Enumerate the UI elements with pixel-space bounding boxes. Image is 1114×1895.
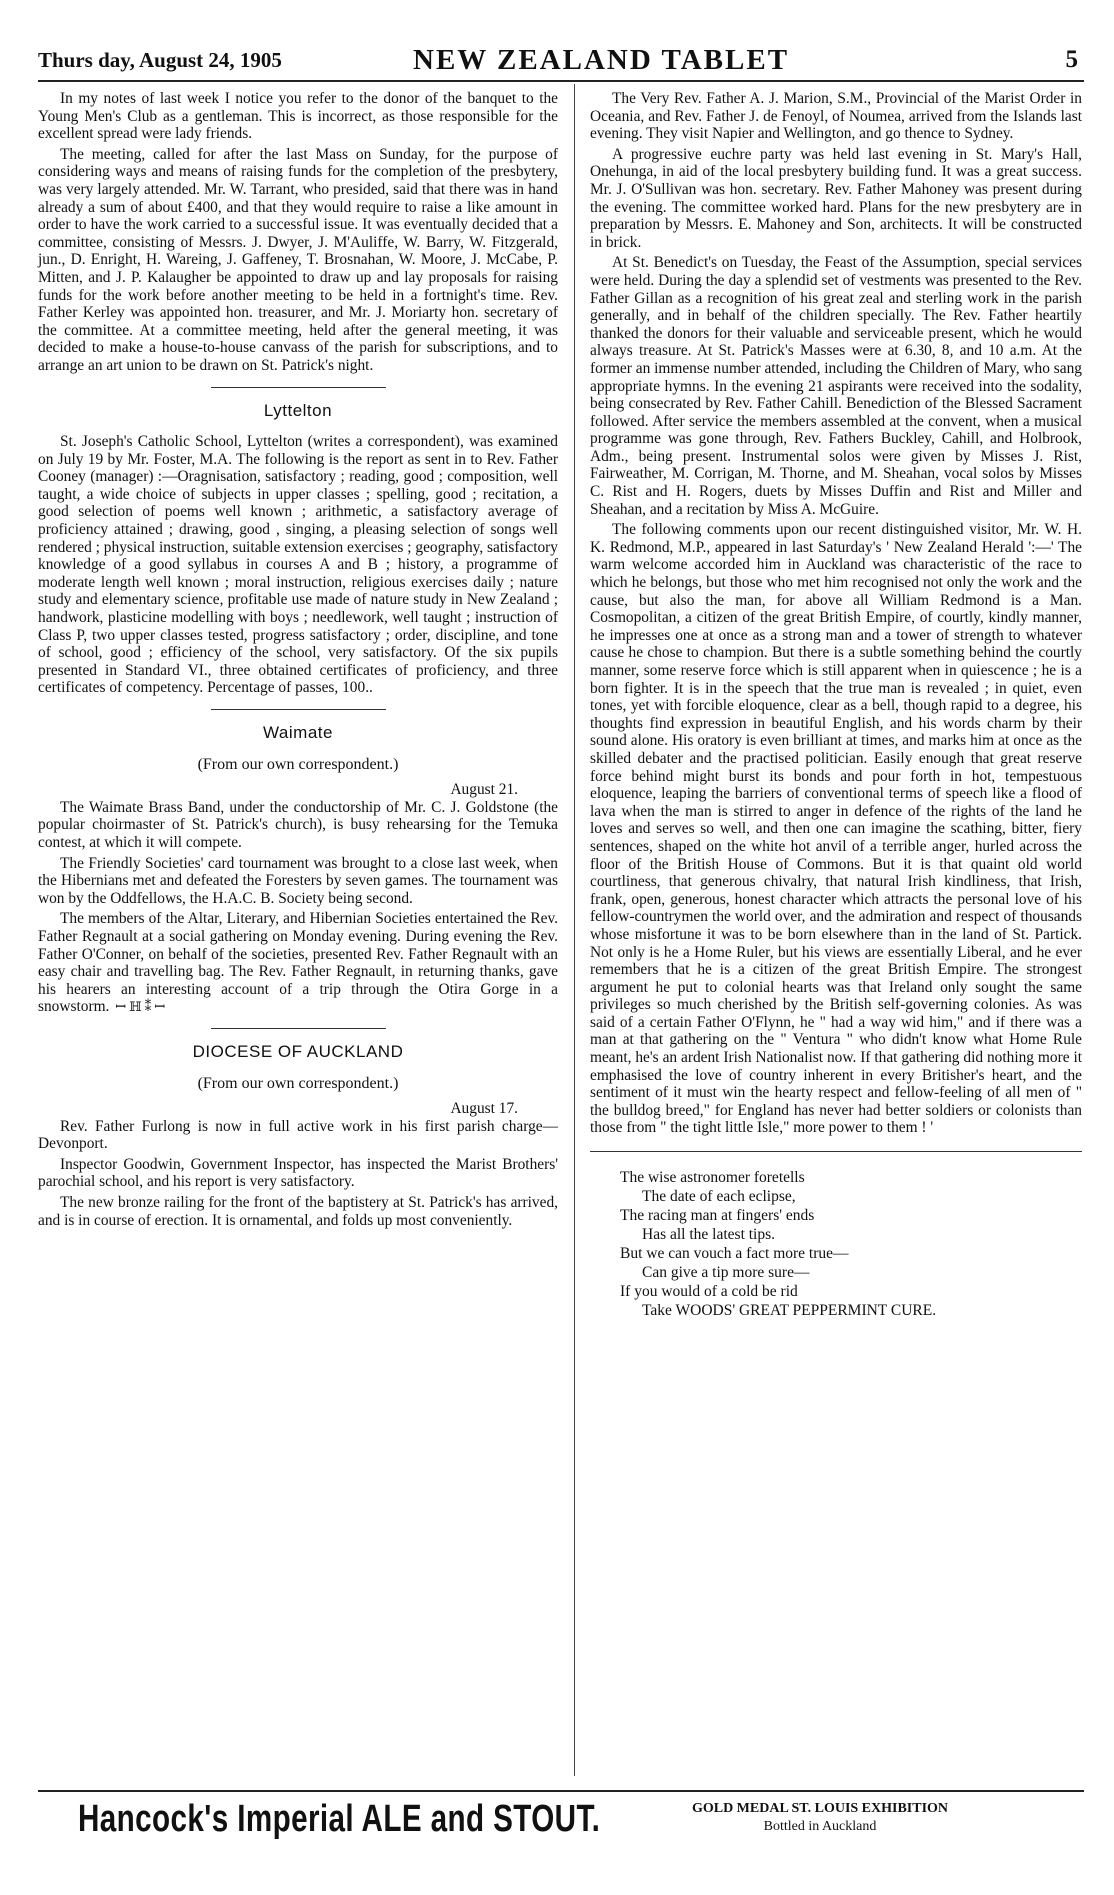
section-divider xyxy=(211,1028,386,1029)
section-heading-lyttelton: Lyttelton xyxy=(263,400,333,420)
auckland-byline: (From our own correspondent.) xyxy=(197,1074,399,1092)
poem-line: If you would of a cold be rid xyxy=(620,1283,798,1301)
waimate-paragraph: The Waimate Brass Band, under the conductorship of Mr. C. J. Goldstone (the popular choirmaster of St. Patrick's church), is busy rehearsing for the Temuka contest, at which it will compete. xyxy=(38,798,558,851)
section-divider xyxy=(211,387,386,388)
waimate-dateline: August 21. xyxy=(450,781,518,799)
correspondent-signature: ꟷ ℍ ⁑ ꟷ xyxy=(115,999,166,1015)
left-column xyxy=(38,90,558,1232)
news-paragraph: At St. Benedict's on Tuesday, the Feast of the Assumption, special services were held. During the day a splendid set of vestments was presented to the Rev. Father Gillan as a recognition of his great zeal and sterling work in the parish generally, and in behalf of the children specially. The Rev. Father heartily thanked the donors for their valuable and serviceable present, which he would always treasure. At St. Patrick's Masses were at 6.30, 8, and 10 a.m. At the former an immense number attended, including the Children of Mary, who sang appropriate hymns. In the evening 21 aspirants were received into the sodality, being consecrated by Rev. Father Cahill. Benediction of the Blessed Sacrament followed. After service the members assembled at the convent, when a musical programme was gone through, Rev. Fathers Buckley, Cahill, and Holbrook, Adm., being present. Instrumental solos were given by Misses J. Rist, Fairweather, M. Corrigan, M. Thorne, and M. Sheahan, vocal solos by Misses C. Rist and H. Rogers, duets by Misses Duffin and Rist and Miller and Sheahan, and a recitation by Miss A. McGuire. xyxy=(590,254,1082,518)
waimate-byline: (From our own correspondent.) xyxy=(197,755,399,773)
footer-rule xyxy=(38,1790,1084,1792)
poem-line: Can give a tip more sure— xyxy=(642,1264,810,1282)
right-column xyxy=(590,90,1082,1320)
section-divider xyxy=(211,709,386,710)
section-divider xyxy=(590,1151,1082,1152)
advert-poem xyxy=(620,1168,1082,1320)
newspaper-title: NEW ZEALAND TABLET xyxy=(413,44,790,76)
advert-line: GOLD MEDAL ST. LOUIS EXHIBITION xyxy=(691,1801,949,1816)
masthead xyxy=(38,44,1084,80)
poem-line: Has all the latest tips. xyxy=(642,1226,776,1244)
news-paragraph: The Very Rev. Father A. J. Marion, S.M., Provincial of the Marist Order in Oceania, and Rev. Father J. de Fenoyl, of Noumea, arrived from the Islands last evening. They visit Napier and Wellington, and go thence to Sydney. xyxy=(590,90,1082,143)
waimate-paragraph-text: The members of the Altar, Literary, and Hibernian Societies entertained the Rev. Father Regnault at a social gathering on Monday evening. During evening the Rev. Father O'Conner, on behalf of the societies, presented Rev. Father Regnault with an easy chair and travelling bag. The Rev. Father Regnault, in returning thanks, gave his hearers an interesting account of a trip through the Otira Gorge in a snowstorm. xyxy=(38,910,558,1016)
waimate-paragraph: The Friendly Societies' card tournament was brought to a close last week, when the Hibernians met and defeated the Foresters by seven games. The tournament was won by the Oddfellows, the H.A.C. B. Society being second. xyxy=(38,854,558,907)
poem-line: The racing man at fingers' ends xyxy=(620,1207,815,1225)
issue-date: Thurs day, August 24, 1905 xyxy=(38,48,282,72)
auckland-paragraph: The new bronze railing for the front of the baptistery at St. Patrick's has arrived, and is in course of erection. It is ornamental, and folds up most conveniently. xyxy=(38,1194,558,1229)
poem-line: But we can vouch a fact more true— xyxy=(620,1245,849,1263)
advert-line: Bottled in Auckland xyxy=(763,1819,877,1834)
section-heading-waimate: Waimate xyxy=(263,723,333,742)
intro-paragraph: In my notes of last week I notice you refer to the donor of the banquet to the Young Men's Club as a gentleman. This is incorrect, as those responsible for the excellent spread were lady friends. xyxy=(38,90,558,143)
section-heading-auckland: DIOCESE OF AUCKLAND xyxy=(192,1041,404,1061)
lyttelton-paragraph: St. Joseph's Catholic School, Lyttelton (writes a correspondent), was examined on July 19 by Mr. Foster, M.A. The following is the report as sent in to Rev. Father Cooney (manager) :—Oragnisation, satisfactory ; reading, good ; composition, well taught, a wide choice of subjects in upper classes ; spelling, good ; recitation, a good selection of poems well known ; arithmetic, a satisfactory average of proficiency attained ; drawing, good , singing, a pleasing selection of songs well rendered ; physical instruction, suitable extension exercises ; geography, satisfactory knowledge of a good syllabus in courses A and B ; history, a programme of moderate length well known ; moral instruction, religious exercises daily ; nature study and elementary science, profitable use made of nature study in New Zealand ; handwork, plasticine modelling with boys ; needlework, well taught ; instruction of Class P, two upper classes tested, progress satisfactory ; order, discipline, and tone of school, good ; efficiency of the school, very satisfactory. Of the six pupils presented in Standard VI., three obtained certificates of proficiency, and three certificates of competency. Percentage of passes, 100.. xyxy=(38,433,558,697)
poem-line: The wise astronomer foretells xyxy=(620,1169,805,1187)
page-number: 5 xyxy=(1065,46,1078,73)
intro-paragraph: The meeting, called for after the last Mass on Sunday, for the purpose of considering ways and means of raising funds for the completion of the presbytery, was very largely attended. Mr. W. Tarrant, who presided, said that there was in hand already a sum of about £400, and that they would require to raise a like amount in order to have the work carried to a successful issue. It was eventually decided that a committee, consisting of Messrs. J. Dwyer, J. M'Auliffe, W. Barry, W. Fitzgerald, jun., D. Enright, H. Wareing, J. Gaffeney, T. Brosnahan, W. Moore, J. McCabe, P. Mitten, and J. P. Kalaugher be appointed to draw up and lay proposals for raising funds for the work before another meeting to be held in a fortnight's time. Rev. Father Kerley was appointed hon. treasurer, and Mr. J. Moriarty hon. secretary of the committee. At a committee meeting, held after the general meeting, it was decided to make a house-to-house canvass of the parish for subscriptions, and to arrange an art union to be drawn on St. Patrick's night. xyxy=(38,145,558,374)
advert-hancocks: Hancock's Imperial ALE and STOUT. xyxy=(78,1798,601,1840)
auckland-paragraph: Rev. Father Furlong is now in full active work in his first parish charge—Devonport. xyxy=(38,1117,558,1153)
auckland-paragraph: Inspector Goodwin, Government Inspector, has inspected the Marist Brothers' parochial school, and his report is very satisfactory. xyxy=(38,1155,558,1191)
waimate-paragraph xyxy=(38,910,558,1016)
auckland-dateline: August 17. xyxy=(450,1100,518,1118)
column-divider xyxy=(574,84,575,1776)
news-paragraph: The following comments upon our recent distinguished visitor, Mr. W. H. K. Redmond, M.P., appeared in last Saturday's ' New Zealand Herald ':—' The warm welcome accorded him in Auckland was characteristic of the race to which he belongs, but those who met him recognised not only the work and the cause, but also the man, for above all William Redmond is a Man. Cosmopolitan, a citizen of the great British Empire, of courtly, kindly manner, he impresses one at once as a strong man and a tower of strength to whatever cause he chose to champion. But there is a subtle something behind the courtly manner, some reserve force which is still apparent when in quiescence ; he is a born fighter. It is in the speech that the true man is revealed ; in quiet, even tones, yet with forcible eloquence, clear as a bell, though rapid to a degree, his thoughts find expression in beautiful English, and his words charm by their sound alone. His oratory is even brilliant at times, and marks him at once as the skilled debater and the practised politician. Easily enough that great reserve force behind might burst its bonds and pour forth in hot, tempestuous eloquence, leaping the barriers of conventional terms of speech like a flood of lava when the man is stirred to anger in defence of the rights of the land he loves and serves so well, and then one can imagine the scathing, bitter, fiery sentences, shaped on the white hot anvil of a terrible anger, hurled across the floor of the British House of Commons. But it is that quaint old world courtliness, that generous chivalry, that natural Irish kindliness, that Irish, frank, open, generous, honest character which attracts the personal love of his fellow-countrymen the world over, and the admiration and respect of thousands whose misfortune it was to be born elsewhere than in the land of St. Partick. Not only is he a Home Ruler, but his views are essentially Liberal, and he ever remembers that he is a citizen of the great British Empire. The strongest argument he put to colonial hearts was that Ireland only sought the same privileges so much cherished by the British self-governing colonies. As was said of a certain Father O'Flynn, he " had a way wid him," and if there was a man at that gathering on the " Ventura " who didn't know what Home Rule meant, he's an ardent Irish Nationalist now. If that gathering did nothing more it emphasised the love of country inherent in every Britisher's heart, and the sentiment of it must win the hearty respect and fellow-feeling of all men of " the bulldog breed," for England has never had better soldiers or colonists than those from " the tight little Isle," more power to them ! ' xyxy=(590,521,1082,1137)
poem-line: The date of each eclipse, xyxy=(642,1188,796,1206)
poem-line: Take WOODS' GREAT PEPPERMINT CURE. xyxy=(642,1302,937,1320)
advert-gold-medal xyxy=(640,1800,1000,1836)
news-paragraph: A progressive euchre party was held last evening in St. Mary's Hall, Onehunga, in aid of the local presbytery building fund. It was a great success. Mr. J. O'Sullivan was hon. secretary. Rev. Father Mahoney was present during the evening. The committee worked hard. Plans for the new presbytery are in preparation by Messrs. E. Mahoney and Son, architects. It will be constructed in brick. xyxy=(590,145,1082,251)
masthead-rule xyxy=(38,80,1084,82)
